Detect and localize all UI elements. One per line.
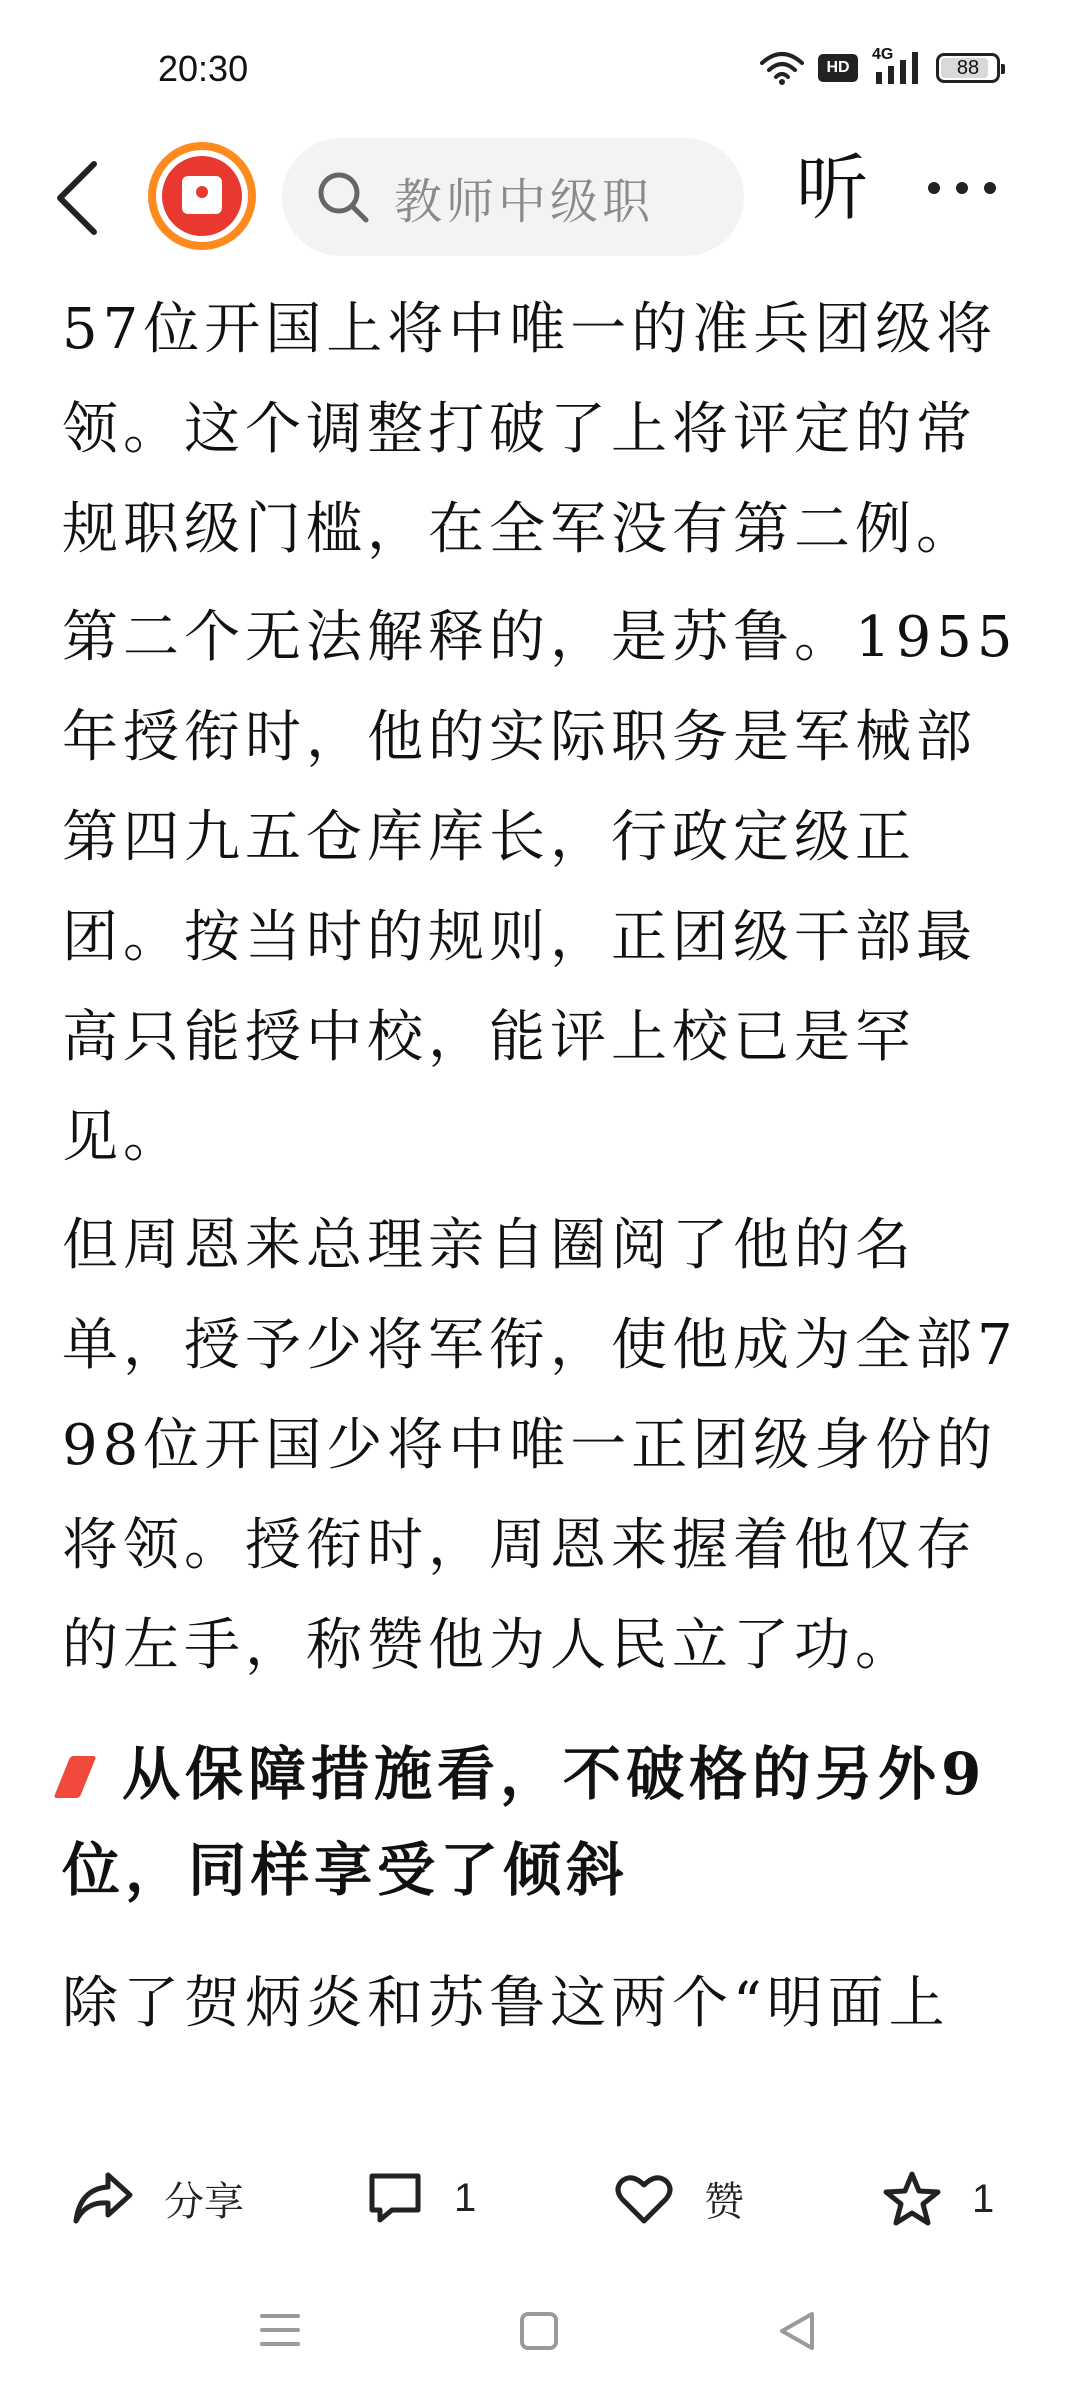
menu-icon	[258, 2310, 302, 2350]
article-paragraph: 57位开国上将中唯一的准兵团级将领。这个调整打破了上将评定的常规职级门槛，在全军没有第二例。	[62, 297, 998, 562]
hd-label: HD	[826, 59, 850, 76]
status-bar	[0, 0, 1080, 140]
article-paragraph: 除了贺炳炎和苏鲁这两个“明面上	[62, 1971, 950, 2036]
search-bar[interactable]	[282, 138, 744, 256]
status-icons	[760, 46, 1000, 86]
battery-level: 88	[956, 56, 980, 79]
article-body	[62, 280, 1022, 2062]
more-button[interactable]	[928, 182, 996, 194]
article-paragraph: 第二个无法解释的，是苏鲁。1955年授衔时，他的实际职务是军械部第四九五仓库库长，行政定级正团。按当时的规则，正团级干部最高只能授中校，能评上校已是罕见。	[62, 605, 1018, 1170]
search-placeholder: 教师中级职	[394, 173, 655, 230]
comment-count: 1	[454, 2175, 477, 2220]
favorite-button[interactable]	[882, 2170, 994, 2228]
listen-button[interactable]: 听	[796, 146, 869, 230]
back-button[interactable]	[50, 158, 110, 238]
network-label: 4G	[872, 46, 894, 63]
like-button[interactable]	[614, 2170, 744, 2227]
favorite-count: 1	[972, 2176, 995, 2221]
triangle-back-icon	[776, 2310, 818, 2352]
comment-icon	[366, 2170, 424, 2226]
wifi-icon	[760, 51, 804, 85]
star-icon	[882, 2170, 942, 2228]
heart-icon	[614, 2171, 674, 2227]
share-icon	[72, 2171, 134, 2227]
search-icon	[316, 170, 370, 224]
back-system-button[interactable]	[776, 2310, 818, 2356]
hd-icon	[818, 54, 858, 82]
home-button[interactable]	[518, 2310, 560, 2356]
share-button[interactable]	[72, 2170, 244, 2227]
system-nav-bar	[0, 2290, 1080, 2400]
more-dot	[956, 182, 968, 194]
comment-button[interactable]	[366, 2170, 476, 2226]
status-time: 20:30	[158, 48, 249, 89]
chevron-left-icon	[50, 158, 110, 238]
like-label: 赞	[704, 2179, 744, 2225]
section-heading	[62, 1726, 1022, 1918]
square-icon	[518, 2310, 560, 2352]
avatar-ring	[156, 150, 248, 242]
recent-apps-button[interactable]	[258, 2310, 302, 2354]
signal-4g-icon	[872, 46, 922, 86]
red-envelope-icon	[162, 156, 242, 236]
article-paragraph: 但周恩来总理亲自圈阅了他的名单，授予少将军衔，使他成为全部798位开国少将中唯一正团级身份的将领。授衔时，周恩来握着他仅存的左手，称赞他为人民立了功。	[62, 1213, 1018, 1678]
battery-icon	[936, 53, 1000, 83]
bottom-action-bar	[0, 2150, 1080, 2260]
author-avatar[interactable]	[148, 142, 256, 250]
share-label: 分享	[164, 2179, 244, 2225]
more-dot	[984, 182, 996, 194]
heading-accent-mark	[54, 1756, 97, 1798]
section-heading-text: 从保障措施看，不破格的另外9位，同样享受了倾斜	[62, 1740, 987, 1904]
more-dot	[928, 182, 940, 194]
top-nav-bar	[0, 130, 1080, 260]
